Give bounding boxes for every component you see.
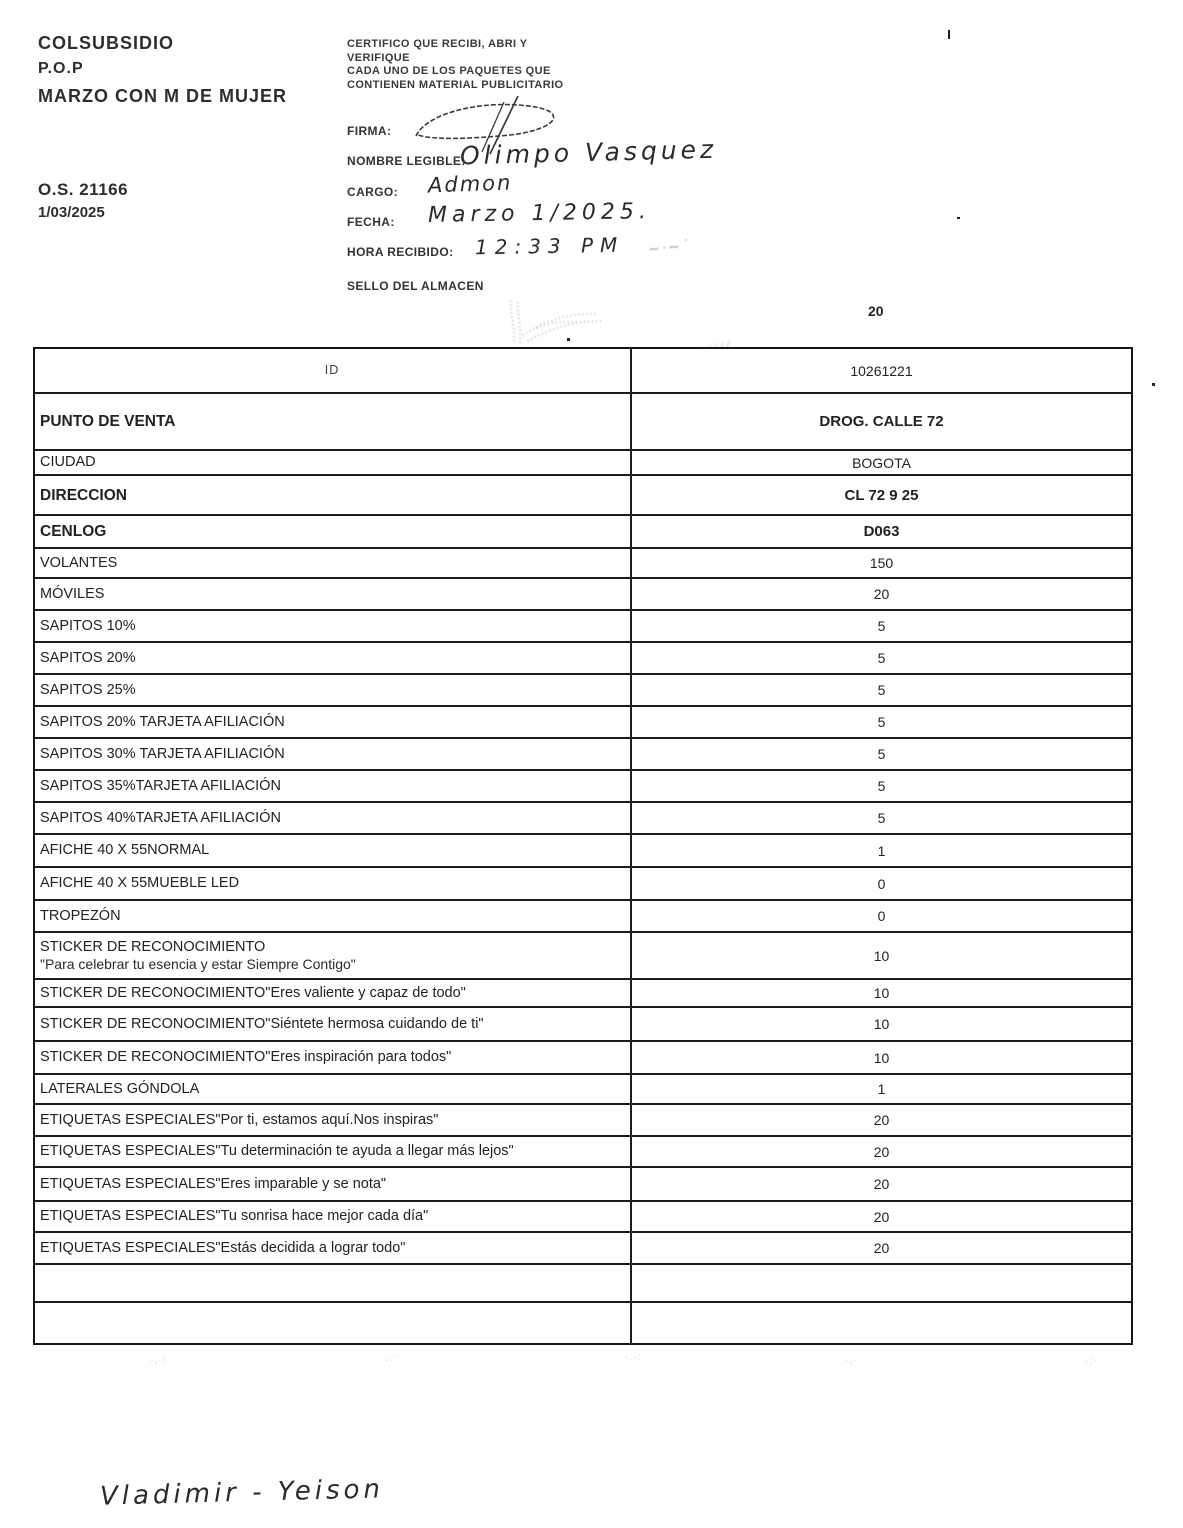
table-row [35, 1166, 1131, 1200]
row-value: 5 [877, 746, 886, 762]
row-label: SAPITOS 30% TARJETA AFILIACIÓN [35, 739, 632, 769]
table-row [35, 899, 1131, 931]
hora-label: HORA RECIBIDO: [347, 245, 454, 259]
scan-artifact: ·.·: [625, 1352, 642, 1363]
table-row [35, 1263, 1131, 1301]
certification-text [347, 38, 564, 92]
row-value: 1 [877, 842, 886, 859]
row-label [35, 1265, 632, 1301]
row-value: 10 [873, 1049, 890, 1066]
row-label: CENLOG [35, 516, 632, 547]
table-row [35, 1006, 1131, 1040]
table-row [35, 392, 1131, 449]
row-label: ETIQUETAS ESPECIALES"Tu sonrisa hace mejor cada día" [35, 1202, 632, 1231]
row-value: 20 [873, 1112, 890, 1128]
scan-speck [948, 30, 950, 39]
row-label: ETIQUETAS ESPECIALES"Estás decidida a lograr todo" [35, 1233, 632, 1263]
fecha-label: FECHA: [347, 215, 395, 229]
page-number: 20 [868, 303, 884, 319]
table-row [35, 801, 1131, 833]
row-label: TROPEZÓN [35, 901, 632, 931]
order-block [38, 178, 128, 224]
row-label: SAPITOS 20% [35, 643, 632, 673]
row-label: SAPITOS 10% [35, 611, 632, 641]
row-value: 5 [877, 810, 886, 826]
table-row [35, 349, 1131, 392]
row-value: 0 [877, 908, 886, 924]
table-row [35, 1301, 1131, 1343]
row-label: STICKER DE RECONOCIMIENTO"Eres valiente y capaz de todo" [35, 980, 632, 1006]
row-value: DROG. CALLE 72 [819, 413, 944, 430]
faint-scribble: ~·~˙ [647, 237, 692, 259]
fecha-handwriting: Marzo 1/2025. [427, 199, 652, 228]
row-value: D063 [863, 523, 900, 540]
row-value: 20 [873, 1240, 890, 1256]
scan-speck [1152, 383, 1155, 386]
brand-name: COLSUBSIDIO [38, 33, 175, 53]
table-row [35, 577, 1131, 609]
row-label: ETIQUETAS ESPECIALES"Tu determinación te ayuda a llegar más lejos" [35, 1137, 632, 1166]
row-label: STICKER DE RECONOCIMIENTO "Para celebrar tu esencia y estar Siempre Contigo" [35, 933, 632, 978]
row-value: 1 [877, 1081, 886, 1097]
table-row [35, 737, 1131, 769]
row-label: ETIQUETAS ESPECIALES"Por ti, estamos aquí.Nos inspiras" [35, 1105, 632, 1135]
certification-line: CONTIENEN MATERIAL PUBLICITARIO [347, 78, 564, 91]
table-row [35, 609, 1131, 641]
scan-artifact: ·,·: [150, 1355, 167, 1366]
row-value: 150 [869, 555, 894, 571]
table-row [35, 931, 1131, 978]
table-row [35, 514, 1131, 547]
table-row [35, 1073, 1131, 1103]
nombre-label: NOMBRE LEGIBLE: [347, 154, 466, 168]
table-row [35, 1135, 1131, 1166]
row-value: 10261221 [850, 362, 913, 379]
row-label: LATERALES GÓNDOLA [35, 1075, 632, 1103]
table-row [35, 1231, 1131, 1263]
scan-speck [957, 217, 960, 219]
row-label: AFICHE 40 X 55NORMAL [35, 835, 632, 866]
table-row [35, 641, 1131, 673]
row-value: 10 [873, 1016, 890, 1032]
table-row [35, 449, 1131, 474]
brand-block [38, 30, 287, 110]
row-value: 20 [873, 1208, 890, 1225]
row-value: 5 [877, 618, 886, 634]
certification-line: VERIFIQUE [347, 51, 410, 64]
scan-artifact: ·:· [1085, 1356, 1098, 1367]
row-label: MÓVILES [35, 579, 632, 609]
row-label: SAPITOS 25% [35, 675, 632, 705]
table-row [35, 1103, 1131, 1135]
campaign-title: MARZO CON M DE MUJER [38, 86, 287, 106]
row-label: SAPITOS 40%TARJETA AFILIACIÓN [35, 803, 632, 833]
row-value: 20 [873, 1143, 890, 1160]
row-label: VOLANTES [35, 549, 632, 577]
row-label: SAPITOS 35%TARJETA AFILIACIÓN [35, 771, 632, 801]
cargo-handwriting: Admon [427, 170, 513, 198]
order-number: O.S. 21166 [38, 180, 129, 199]
row-label: AFICHE 40 X 55MUEBLE LED [35, 868, 632, 899]
row-value: 20 [873, 1176, 890, 1192]
scan-artifact: ·,· [845, 1355, 858, 1366]
table-row [35, 833, 1131, 866]
row-label: STICKER DE RECONOCIMIENTO"Siéntete hermosa cuidando de ti" [35, 1008, 632, 1040]
table-row [35, 769, 1131, 801]
order-date: 1/03/2025 [38, 204, 105, 221]
table-row [35, 474, 1131, 514]
row-label: SAPITOS 20% TARJETA AFILIACIÓN [35, 707, 632, 737]
row-value: 5 [877, 714, 886, 730]
row-label: STICKER DE RECONOCIMIENTO"Eres inspiración para todos" [35, 1042, 632, 1073]
row-label: PUNTO DE VENTA [35, 394, 632, 449]
row-label: ETIQUETAS ESPECIALES"Eres imparable y se nota" [35, 1168, 632, 1200]
firma-label: FIRMA: [347, 124, 392, 138]
table-row [35, 978, 1131, 1006]
row-value: BOGOTA [852, 454, 911, 471]
row-value: 5 [877, 682, 886, 698]
footer-handwriting: Vladimir - Yeison [99, 1474, 385, 1512]
table-row [35, 705, 1131, 737]
row-value: 10 [873, 985, 890, 1001]
row-label [35, 1303, 632, 1343]
nombre-handwriting: Olimpo Vasquez [459, 134, 718, 171]
row-value: CL 72 9 25 [844, 486, 919, 504]
cargo-label: CARGO: [347, 185, 399, 199]
brand-pop: P.O.P [38, 60, 84, 77]
table-row [35, 673, 1131, 705]
scan-artifact: ··˙ [385, 1355, 398, 1366]
row-label: ID [35, 349, 632, 392]
scan-speck [567, 338, 570, 341]
row-label: CIUDAD [35, 451, 632, 474]
sello-label: SELLO DEL ALMACEN [347, 279, 484, 293]
row-value: 5 [877, 650, 886, 666]
hora-handwriting: 12:33 PM [474, 232, 625, 260]
row-value: 10 [873, 947, 890, 964]
row-value: 0 [877, 875, 886, 892]
certification-line: CERTIFICO QUE RECIBI, ABRI Y [347, 38, 528, 50]
table-row [35, 1200, 1131, 1231]
table-row [35, 866, 1131, 899]
row-value: 5 [877, 778, 886, 794]
row-label: DIRECCION [35, 476, 632, 514]
row-value [632, 1265, 1131, 1301]
row-value [632, 1303, 1131, 1343]
table-row [35, 547, 1131, 577]
table-row [35, 1040, 1131, 1073]
certification-line: CADA UNO DE LOS PAQUETES QUE [347, 65, 551, 77]
row-value: 20 [873, 586, 890, 602]
items-table [33, 347, 1133, 1345]
